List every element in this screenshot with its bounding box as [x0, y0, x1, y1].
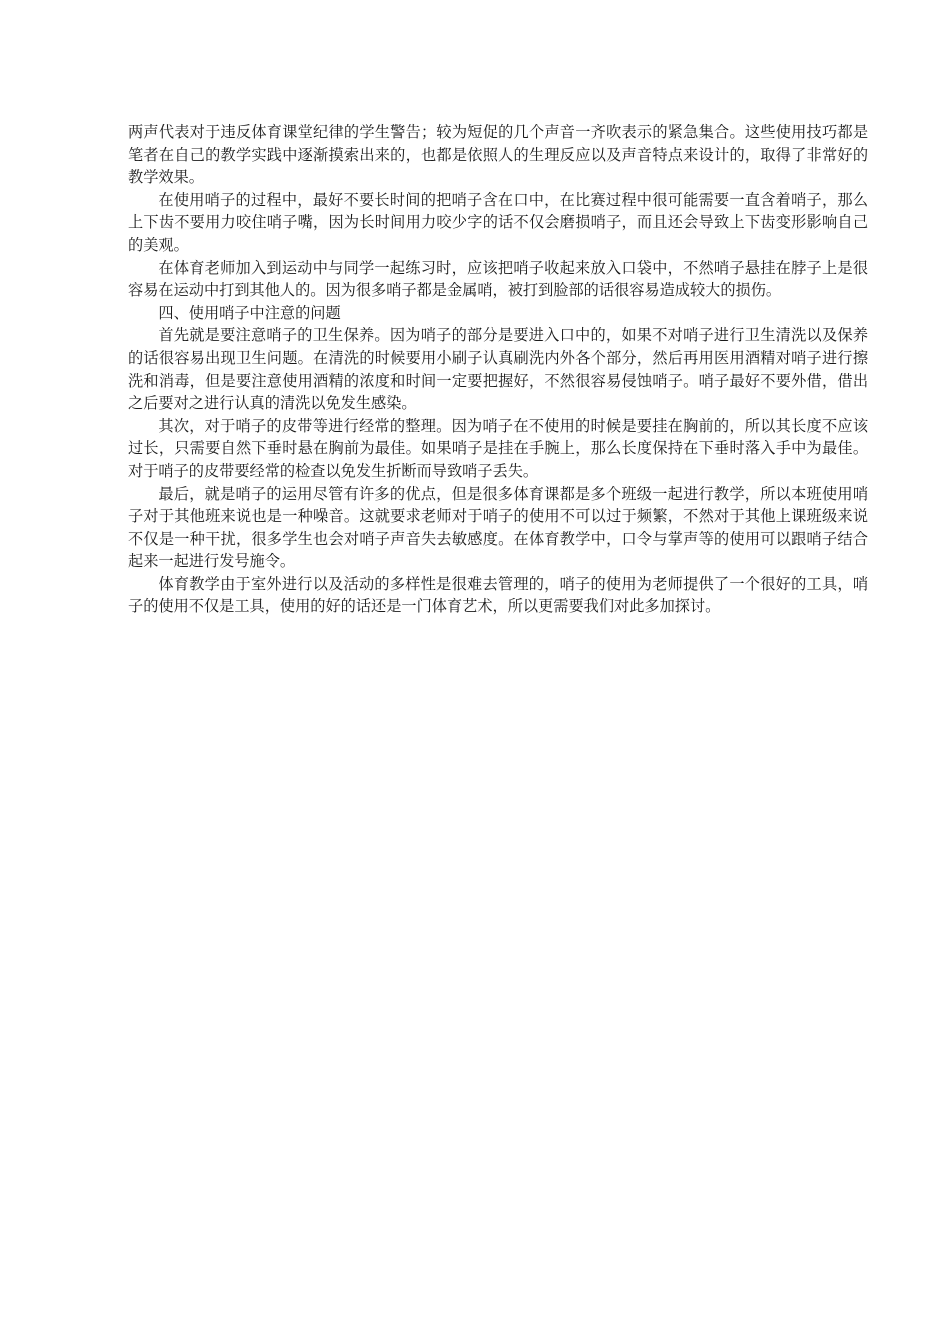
- paragraph-noise: 最后，就是哨子的运用尽管有许多的优点，但是很多体育课都是多个班级一起进行教学，所以本班使用哨子对于其他班来说也是一种噪音。这就要求老师对于哨子的使用不可以过于频繁，不然对于其他上课班级来说不仅是一种干扰，很多学生也会对哨子声音失去敏感度。在体育教学中，口令与掌声等的使用可以跟哨子结合起来一起进行发号施令。: [128, 484, 868, 571]
- paragraph-lanyard: 其次，对于哨子的皮带等进行经常的整理。因为哨子在不使用的时候是要挂在胸前的，所以其长度不应该过长，只需要自然下垂时悬在胸前为最佳。如果哨子是挂在手腕上，那么长度保持在下垂时落入手中为最佳。对于哨子的皮带要经常的检查以免发生折断而导致哨子丢失。: [128, 416, 868, 480]
- document-body: [128, 121, 868, 618]
- paragraph-whistle-in-mouth: 在使用哨子的过程中，最好不要长时间的把哨子含在口中，在比赛过程中很可能需要一直含着哨子，那么上下齿不要用力咬住哨子嘴，因为长时间用力咬少字的话不仅会磨损哨子，而且还会导致上下齿变形影响自己的美观。: [128, 190, 868, 254]
- paragraph-hygiene: 首先就是要注意哨子的卫生保养。因为哨子的部分是要进入口中的，如果不对哨子进行卫生清洗以及保养的话很容易出现卫生问题。在清洗的时候要用小刷子认真刷洗内外各个部分，然后再用医用酒精对哨子进行擦洗和消毒，但是要注意使用酒精的浓度和时间一定要把握好，不然很容易侵蚀哨子。哨子最好不要外借，借出之后要对之进行认真的清洗以免发生感染。: [128, 326, 868, 413]
- paragraph-whistle-during-exercise: 在体育老师加入到运动中与同学一起练习时，应该把哨子收起来放入口袋中，不然哨子悬挂在脖子上是很容易在运动中打到其他人的。因为很多哨子都是金属哨，被打到脸部的话很容易造成较大的损伤。: [128, 258, 868, 300]
- paragraph-continuation: 两声代表对于违反体育课堂纪律的学生警告；较为短促的几个声音一齐吹表示的紧急集合。这些使用技巧都是笔者在自己的教学实践中逐渐摸索出来的，也都是依照人的生理反应以及声音特点来设计的，取得了非常好的教学效果。: [128, 123, 868, 187]
- paragraph-conclusion: 体育教学由于室外进行以及活动的多样性是很难去管理的，哨子的使用为老师提供了一个很好的工具，哨子的使用不仅是工具，使用的好的话还是一门体育艺术，所以更需要我们对此多加探讨。: [128, 574, 868, 616]
- section-heading-precautions: 四、使用哨子中注意的问题: [158, 303, 341, 322]
